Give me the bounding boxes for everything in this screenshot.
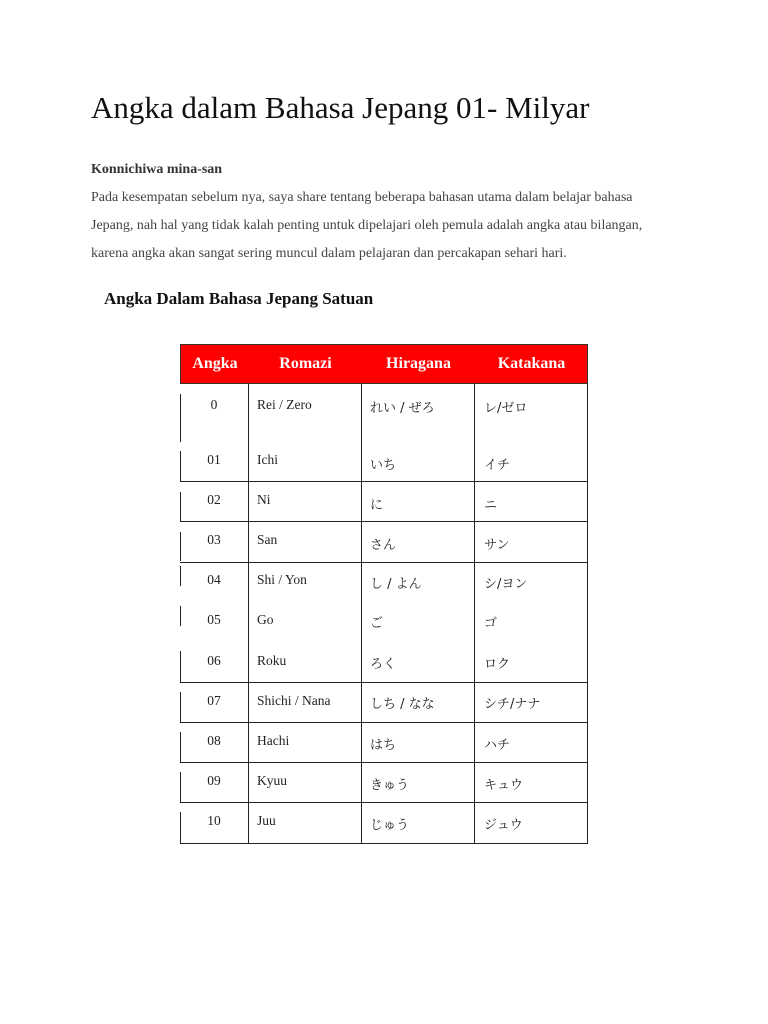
- row-divider: [180, 682, 588, 683]
- header-katakana: Katakana: [497, 355, 566, 372]
- column-divider: [248, 384, 249, 843]
- cell-angka: 0: [210, 397, 218, 412]
- cell-hiragana: ろく: [370, 657, 397, 672]
- column-divider: [474, 384, 475, 843]
- greeting: Konnichiwa mina-san: [91, 162, 223, 177]
- cell-romazi: Shi / Yon: [257, 572, 307, 587]
- cell-katakana: イチ: [484, 458, 511, 473]
- numbers-table: [180, 344, 588, 844]
- cell-katakana: シ/ヨン: [484, 577, 528, 592]
- row-divider: [180, 521, 588, 522]
- paragraph-line: Pada kesempatan sebelum nya, saya share tentang beberapa bahasan utama dalam belajar bahasa: [91, 190, 633, 205]
- cell-angka: 10: [207, 813, 221, 828]
- cell-romazi: Ichi: [257, 452, 278, 467]
- cell-katakana: キュウ: [484, 778, 524, 793]
- cell-hiragana: ご: [370, 616, 384, 631]
- cell-romazi: San: [257, 532, 278, 547]
- row-divider: [180, 481, 588, 482]
- column-divider: [361, 384, 362, 843]
- cell-angka: 04: [207, 572, 221, 587]
- cell-hiragana: しち / なな: [370, 697, 435, 712]
- intro-paragraph: [91, 184, 711, 268]
- page-title: Angka dalam Bahasa Jepang 01- Milyar: [91, 90, 590, 125]
- cell-angka: 07: [207, 693, 221, 708]
- header-romazi: Romazi: [279, 355, 332, 372]
- table-bottom-border: [180, 843, 588, 844]
- cell-romazi: Roku: [257, 653, 287, 668]
- row-divider: [180, 762, 588, 763]
- header-hiragana: Hiragana: [386, 355, 451, 372]
- cell-angka: 01: [207, 452, 221, 467]
- cell-angka: 08: [207, 733, 221, 748]
- cell-angka: 09: [207, 773, 221, 788]
- cell-hiragana: きゅう: [370, 778, 410, 793]
- cell-hiragana: し / よん: [370, 577, 422, 592]
- cell-romazi: Rei / Zero: [257, 397, 312, 412]
- cell-katakana: シチ/ナナ: [484, 697, 541, 712]
- cell-hiragana: さん: [370, 538, 397, 553]
- cell-romazi: Kyuu: [257, 773, 287, 788]
- row-divider: [180, 722, 588, 723]
- cell-angka: 06: [207, 653, 221, 668]
- row-divider: [180, 562, 588, 563]
- cell-katakana: ロク: [484, 657, 511, 672]
- cell-katakana: ゴ: [484, 616, 498, 631]
- cell-hiragana: れい / ぜろ: [370, 401, 435, 416]
- cell-katakana: レ/ゼロ: [484, 401, 528, 416]
- cell-hiragana: に: [370, 498, 384, 513]
- cell-katakana: ハチ: [484, 738, 511, 753]
- paragraph-line: Jepang, nah hal yang tidak kalah penting untuk dipelajari oleh pemula adalah angka atau bilangan,: [91, 218, 643, 233]
- cell-romazi: Juu: [257, 813, 276, 828]
- cell-romazi: Shichi / Nana: [257, 693, 331, 708]
- cell-hiragana: はち: [370, 738, 397, 753]
- table-right-border: [587, 384, 588, 843]
- cell-hiragana: いち: [370, 458, 397, 473]
- cell-angka: 03: [207, 532, 221, 547]
- cell-katakana: ジュウ: [484, 818, 523, 833]
- row-divider: [180, 802, 588, 803]
- cell-katakana: ニ: [484, 498, 498, 513]
- cell-angka: 02: [207, 492, 221, 507]
- table-header: [180, 344, 588, 384]
- cell-romazi: Go: [257, 612, 274, 627]
- cell-angka: 05: [207, 612, 221, 627]
- cell-romazi: Hachi: [257, 733, 290, 748]
- cell-katakana: サン: [484, 538, 510, 553]
- cell-hiragana: じゅう: [370, 818, 410, 833]
- section-heading: Angka Dalam Bahasa Jepang Satuan: [104, 289, 374, 308]
- header-angka: Angka: [192, 355, 238, 372]
- paragraph-line: karena angka akan sangat sering muncul dalam pelajaran dan percakapan sehari hari.: [91, 246, 567, 261]
- cell-romazi: Ni: [257, 492, 271, 507]
